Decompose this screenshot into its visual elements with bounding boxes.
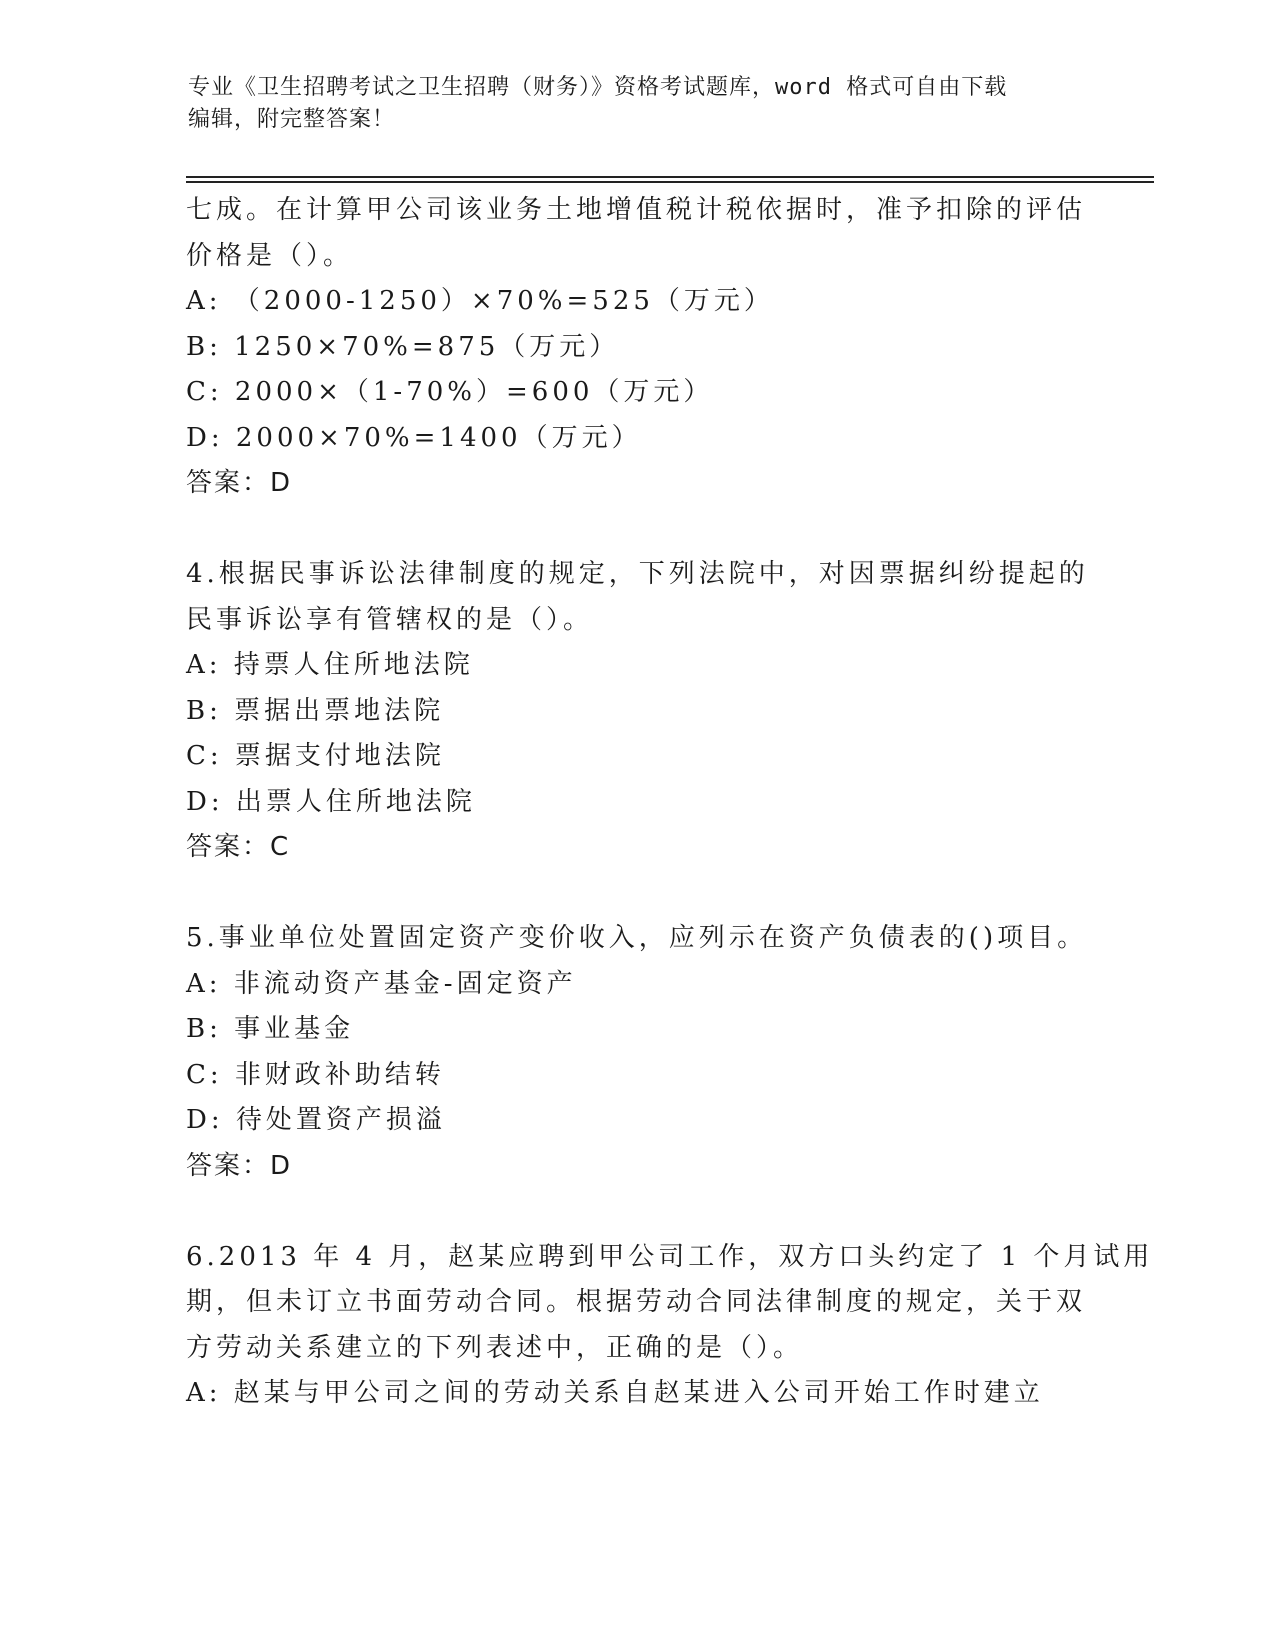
option-c: C: 票据支付地法院	[186, 741, 445, 771]
answer-text: 答案：D	[186, 468, 293, 498]
header-line-1: 专业《卫生招聘考试之卫生招聘（财务）》资格考试题库，word 格式可自由下载	[188, 75, 1008, 100]
question-stem-line: 方劳动关系建立的下列表述中，正确的是（）。	[186, 1332, 804, 1363]
question-4	[186, 552, 1089, 871]
question-5	[186, 916, 1086, 1189]
question-3	[186, 188, 1086, 507]
option-b: B: 事业基金	[186, 1014, 355, 1044]
question-stem-line: 4.根据民事诉讼法律制度的规定，下列法院中，对因票据纠纷提起的	[186, 559, 1089, 589]
question-stem-line: 5.事业单位处置固定资产变价收入，应列示在资产负债表的()项目。	[186, 923, 1088, 953]
option-b: B: 票据出票地法院	[186, 695, 445, 726]
option-d: D: 2000×70%=1400（万元）	[186, 422, 642, 453]
header-rule-top	[186, 176, 1154, 178]
option-d: D: 待处置资产损溢	[186, 1105, 446, 1135]
option-a: A: 赵某与甲公司之间的劳动关系自赵某进入公司开始工作时建立	[186, 1378, 1044, 1408]
option-b: B: 1250×70%=875（万元）	[186, 331, 620, 362]
question-stem-line: 七成。在计算甲公司该业务土地增值税计税依据时，准予扣除的评估	[186, 195, 1087, 225]
option-c: C: 2000×（1-70%）=600（万元）	[186, 377, 714, 407]
header-line-2: 编辑，附完整答案！	[188, 107, 396, 132]
spacer	[186, 507, 1086, 553]
option-a: A: 持票人住所地法院	[186, 650, 474, 680]
option-d: D: 出票人住所地法院	[186, 786, 476, 817]
option-c: C: 非财政补助结转	[186, 1059, 445, 1090]
question-stem-line: 价格是（）。	[186, 240, 354, 271]
spacer	[186, 1189, 1086, 1235]
answer-text: 答案：C	[186, 832, 291, 862]
question-stem-line: 期，但未订立书面劳动合同。根据劳动合同法律制度的规定，关于双	[186, 1287, 1087, 1317]
answer-text: 答案：D	[186, 1150, 293, 1181]
option-a: A: （2000-1250）×70%=525（万元）	[186, 286, 774, 316]
question-6	[186, 1235, 1154, 1417]
page-header	[188, 72, 1068, 136]
question-stem-line: 6.2013 年 4 月，赵某应聘到甲公司工作，双方口头约定了 1 个月试用	[186, 1241, 1154, 1272]
question-stem-line: 民事诉讼享有管辖权的是（）。	[186, 604, 594, 635]
option-a: A: 非流动资产基金-固定资产	[186, 968, 577, 999]
spacer	[186, 871, 1086, 917]
header-rule-bottom	[186, 181, 1154, 183]
question-content	[186, 188, 1154, 1417]
